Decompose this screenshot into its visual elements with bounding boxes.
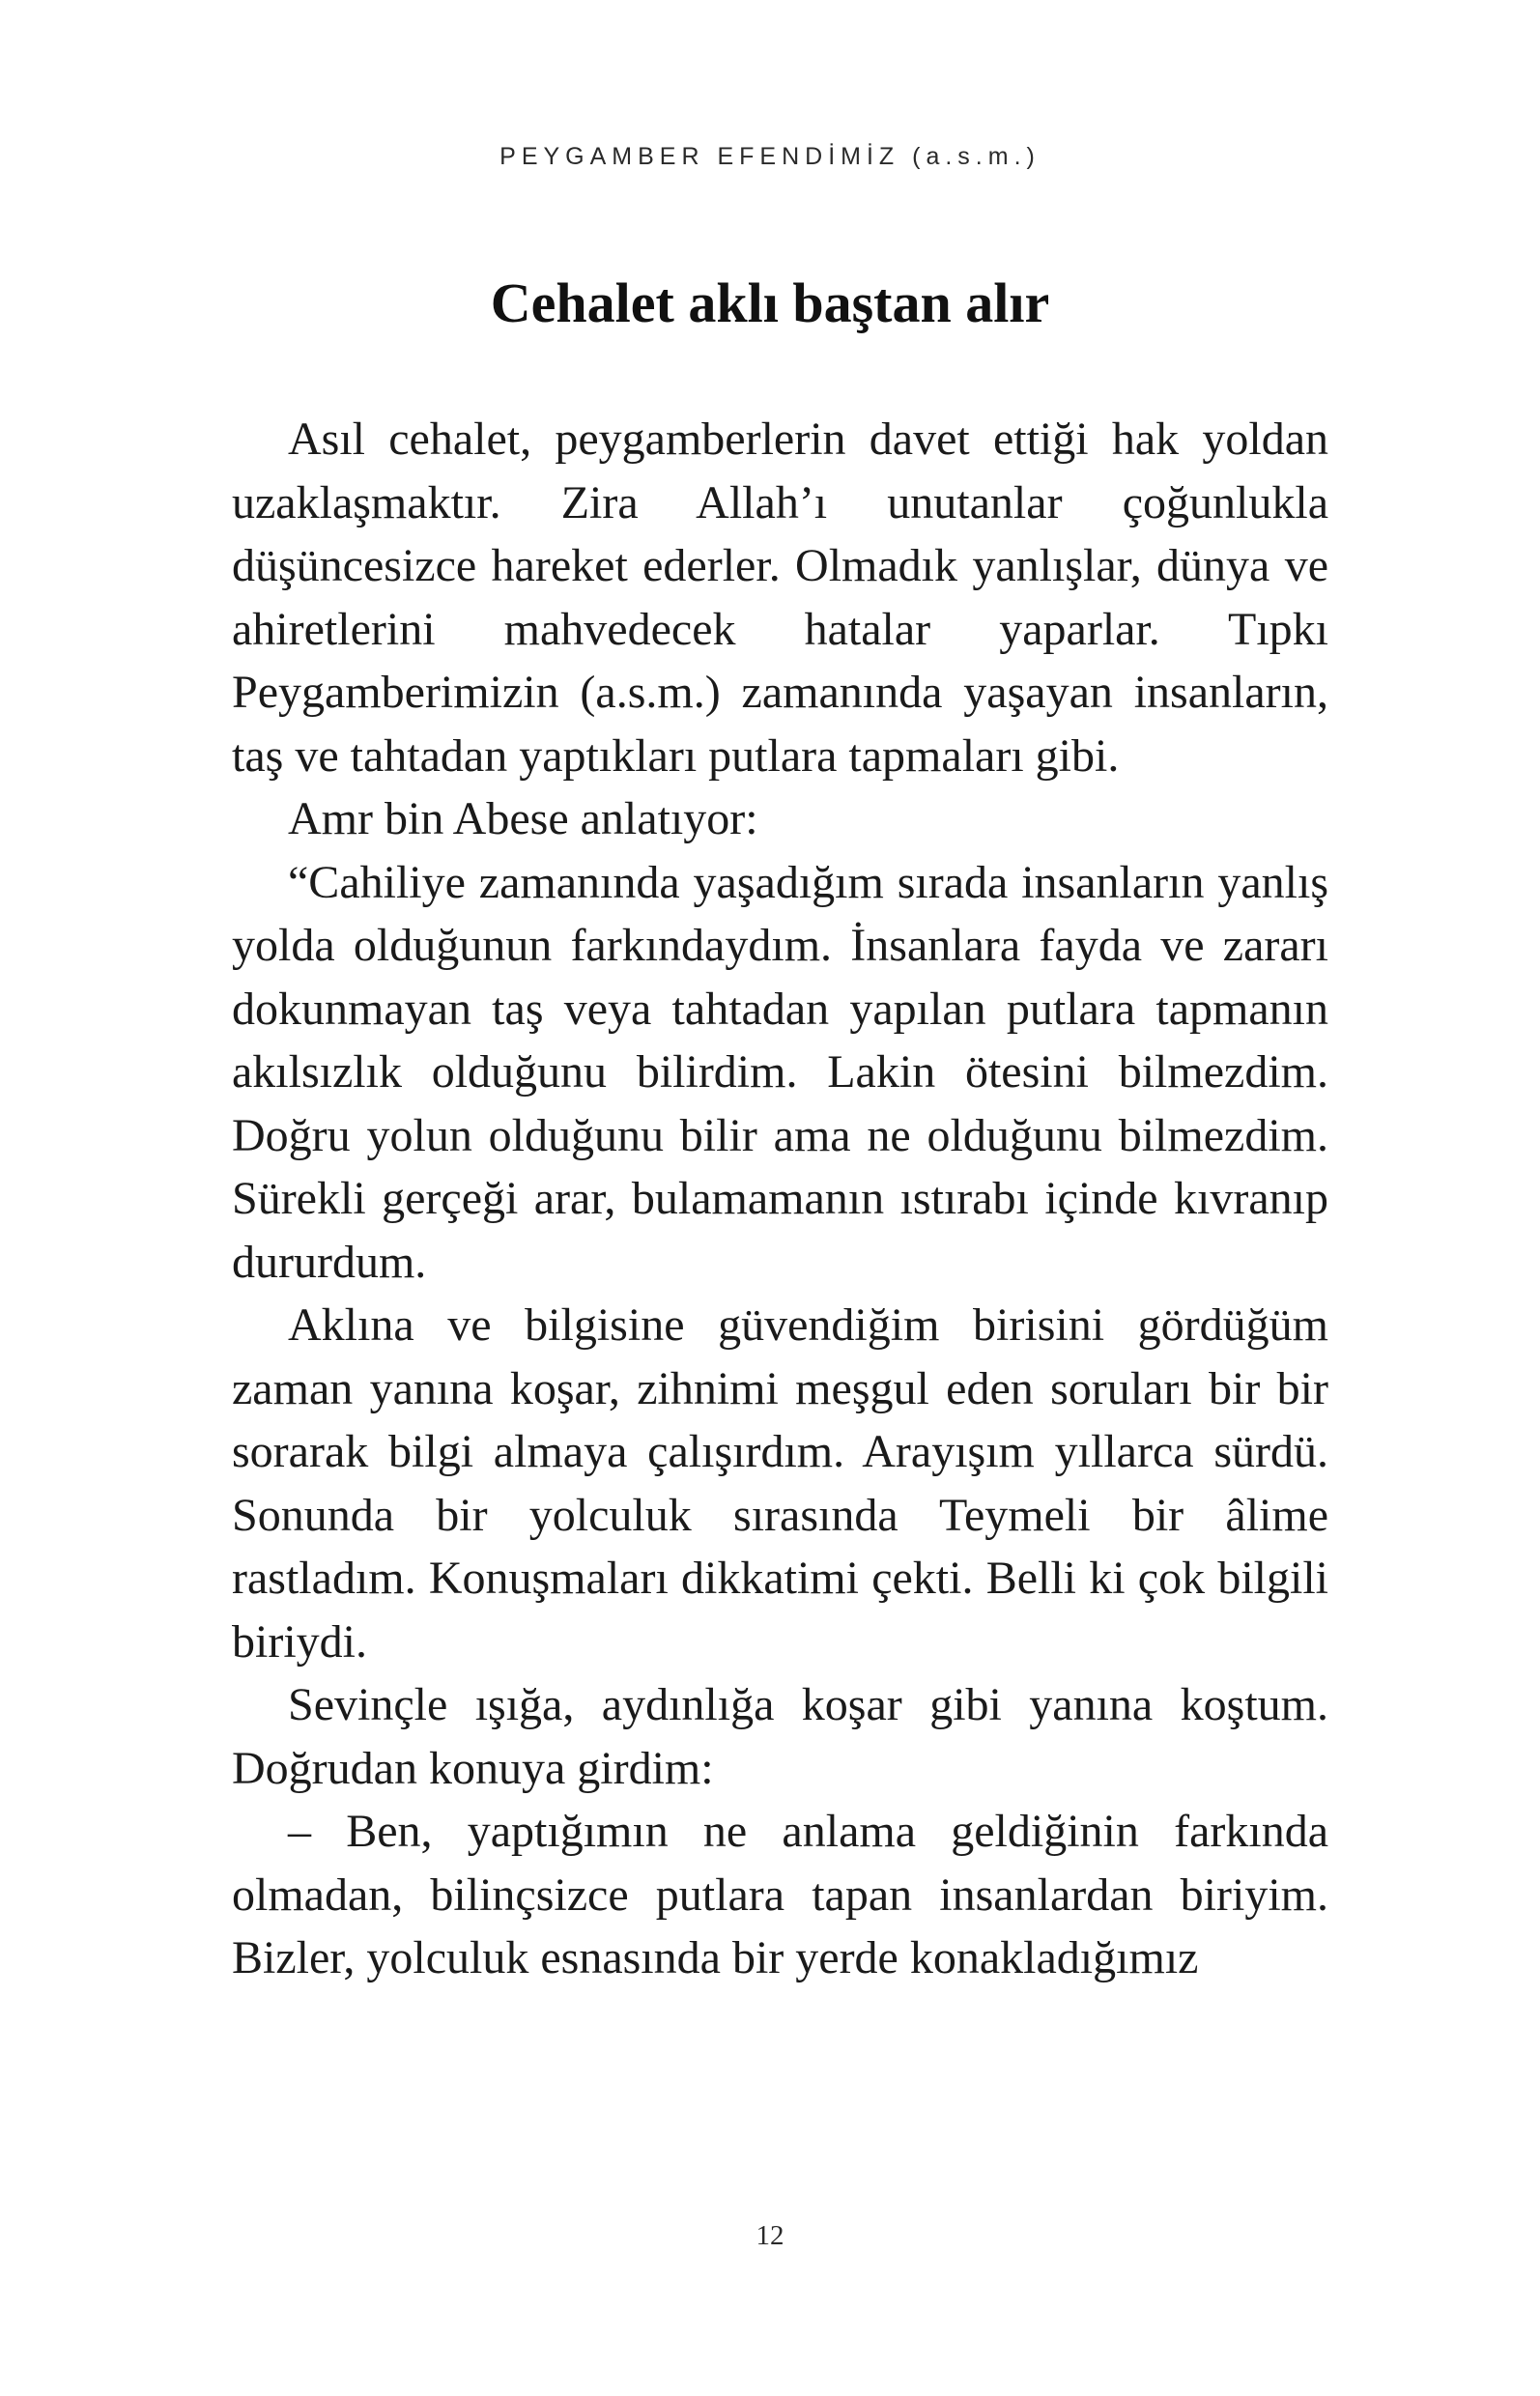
page-number: 12 [756, 2220, 784, 2251]
paragraph: Amr bin Abese anlatıyor: [288, 793, 758, 844]
paragraph: Aklına ve bilgisine güvendiğim birisini gördüğüm zaman yanına koşar, zihnimi meşgul eden soruları bir bir sorarak bilgi almaya çalışırdım. Arayışım yıllarca sürdü. Sonunda bir yolculuk sırasında Teymeli bir âlime rastladım. Konuşmaları dikkatimi çekti. Belli ki çok bilgili biriydi. [232, 1299, 1328, 1668]
running-header: PEYGAMBER EFENDİMİZ (a.s.m.) [499, 143, 1041, 170]
paragraph: – Ben, yaptığımın ne anlama geldiğinin farkında olmadan, bilinçsizce putlara tapan insanlardan biriyim. Bizler, yolculuk esnasında bir yerde konakladığımız [232, 1806, 1328, 1983]
paragraph: Sevinçle ışığa, aydınlığa koşar gibi yanına koştum. Doğrudan konuya girdim: [232, 1679, 1328, 1794]
paragraph: Asıl cehalet, peygamberlerin davet ettiği hak yoldan uzaklaşmaktır. Zira Allah’ı unutanlar çoğunlukla düşüncesizce hareket ederler. Olmadık yanlışlar, dünya ve ahiretlerini mahvedecek hatalar yaparlar. Tıpkı Peygamberimizin (a.s.m.) zamanında yaşayan insanların, taş ve tahtadan yaptıkları putlara tapmaları gibi. [232, 414, 1328, 782]
paragraph: “Cahiliye zamanında yaşadığım sırada insanların yanlış yolda olduğunun farkındaydım. İnsanlara fayda ve zararı dokunmayan taş veya tahtadan yapılan putlara tapmanın akılsızlık olduğunu bilirdim. Lakin ötesini bilmezdim. Doğru yolun olduğunu bilir ama ne olduğunu bilmezdim. Sürekli gerçeği arar, bulamamanın ıstırabı içinde kıvranıp dururdum. [232, 856, 1328, 1288]
chapter-title: Cehalet aklı baştan alır [490, 271, 1050, 334]
body-text [232, 408, 1328, 1990]
